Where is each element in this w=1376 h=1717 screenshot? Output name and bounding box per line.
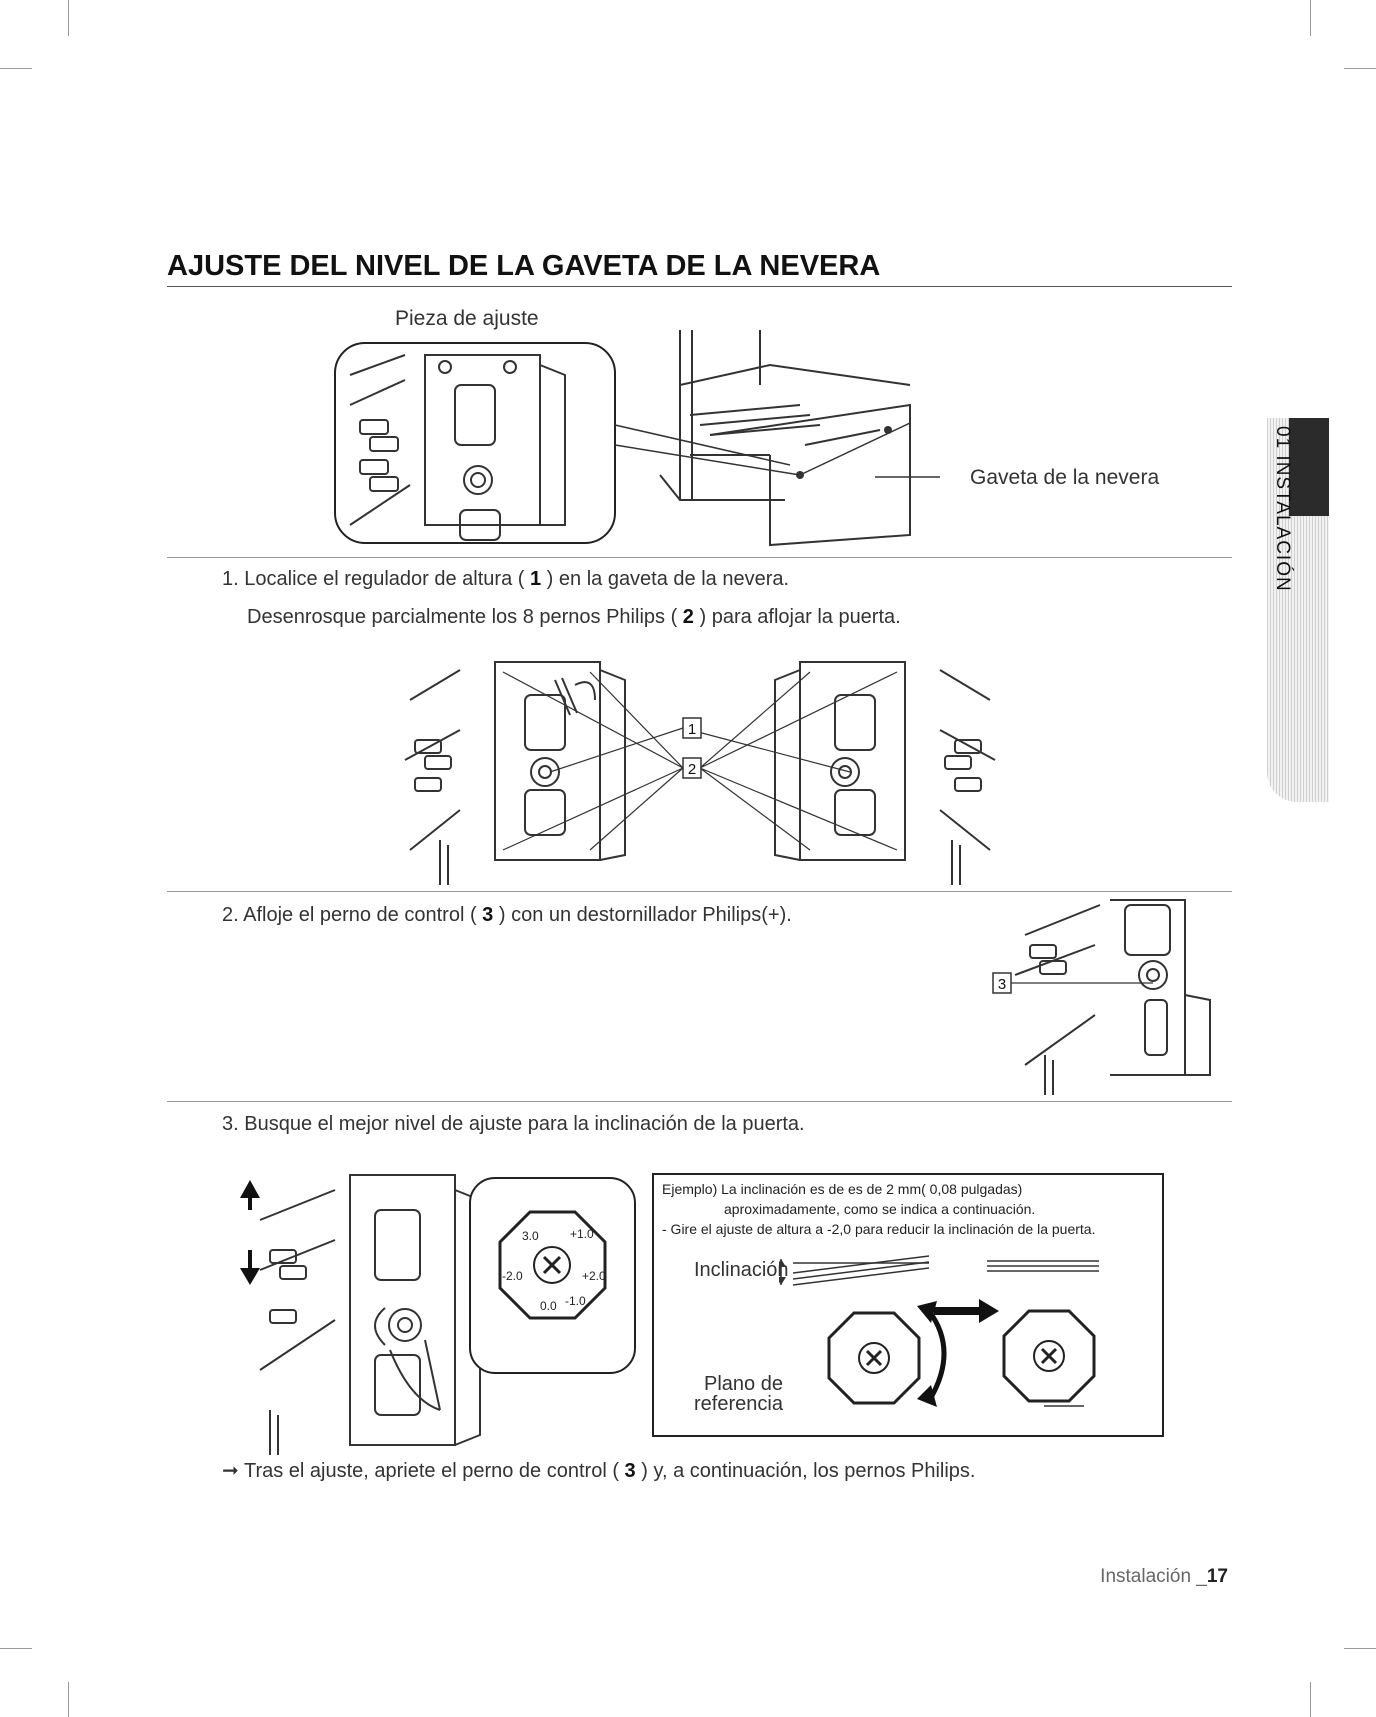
tilt-label: Inclinación	[694, 1259, 789, 1281]
crop-mark	[1344, 68, 1376, 69]
step-1-ref-2: 2	[682, 606, 694, 628]
step-2-text-c: ) con un destornillador Philips(+).	[498, 904, 792, 926]
page-number: 17	[1206, 1566, 1228, 1587]
step-3-text	[222, 1113, 805, 1136]
step-1-line-2-a: Desenrosque parcialmente los 8 pernos Philips (	[247, 606, 678, 628]
page-title: AJUSTE DEL NIVEL DE LA GAVETA DE LA NEVERA	[167, 250, 881, 282]
crop-mark	[1310, 0, 1311, 36]
tilt-diagram	[779, 1251, 1159, 1431]
figure-adjustment-overview	[330, 325, 940, 550]
example-line-1: Ejemplo) La inclinación es de es de 2 mm( 0,08 pulgadas)	[662, 1181, 1023, 1197]
final-note-ref-3: 3	[624, 1460, 636, 1482]
crop-mark	[1344, 1648, 1376, 1649]
dial-label-plus-2-0: +2.0	[582, 1269, 606, 1283]
example-line-2: aproximadamente, como se indica a continuación.	[724, 1201, 1036, 1217]
callout-2: 2	[687, 761, 697, 778]
step-2-text-a: Afloje el perno de control (	[243, 904, 477, 926]
dial-label-0-0: 0.0	[540, 1299, 557, 1313]
step-1-text-c: ) en la gaveta de la nevera.	[546, 568, 790, 590]
final-note-c: ) y, a continuación, los pernos Philips.	[641, 1460, 976, 1482]
step-2-text	[222, 904, 792, 927]
label-adjustment-part: Pieza de ajuste	[395, 307, 539, 330]
step-1-line-2	[247, 606, 901, 629]
arrow-right-icon: ➞	[222, 1460, 239, 1482]
section-tab	[1267, 418, 1329, 802]
crop-mark	[0, 1648, 32, 1649]
reference-plane-label-1: Plano de	[704, 1373, 783, 1395]
page-footer	[1100, 1566, 1228, 1588]
step-2-number: 2.	[222, 904, 239, 926]
step-3-text-a: Busque el mejor nivel de ajuste para la inclinación de la puerta.	[244, 1113, 805, 1135]
figure-bolt-locations	[400, 650, 1000, 885]
step-1-number: 1.	[222, 568, 239, 590]
dial-label-3-0: 3.0	[522, 1229, 539, 1243]
figure-height-adjuster	[240, 1170, 640, 1455]
crop-mark	[0, 68, 32, 69]
crop-mark	[68, 0, 69, 36]
callout-3: 3	[997, 976, 1007, 993]
dial-label-plus-1-0: +1.0	[570, 1227, 594, 1241]
example-line-3: - Gire el ajuste de altura a -2,0 para reducir la inclinación de la puerta.	[662, 1221, 1096, 1237]
final-note	[222, 1458, 975, 1483]
callout-1: 1	[687, 721, 697, 738]
footer-section: Instalación _	[1100, 1566, 1207, 1587]
dial-label-minus-1-0: -1.0	[565, 1294, 586, 1308]
section-divider	[167, 891, 1232, 892]
label-refrigerator-drawer: Gaveta de la nevera	[970, 466, 1160, 489]
section-divider	[167, 557, 1232, 558]
reference-plane-label-2: referencia	[694, 1393, 783, 1415]
step-2-ref-3: 3	[482, 904, 494, 926]
step-1-text-a: Localice el regulador de altura (	[244, 568, 525, 590]
section-divider	[167, 1101, 1232, 1102]
final-note-a: Tras el ajuste, apriete el perno de control (	[243, 1460, 619, 1482]
step-3-number: 3.	[222, 1113, 239, 1135]
step-1-line-2-c: ) para aflojar la puerta.	[699, 606, 901, 628]
step-1-text	[222, 568, 789, 591]
section-tab-label: 01 INSTALACIÓN	[1272, 426, 1293, 592]
step-1-ref-1: 1	[529, 568, 542, 590]
title-underline	[167, 286, 1232, 287]
crop-mark	[1310, 1682, 1311, 1717]
dial-label-minus-2-0: -2.0	[502, 1269, 523, 1283]
figure-control-bolt	[985, 895, 1225, 1095]
crop-mark	[68, 1682, 69, 1717]
section-tab-marker	[1289, 418, 1329, 516]
example-box	[652, 1173, 1164, 1437]
